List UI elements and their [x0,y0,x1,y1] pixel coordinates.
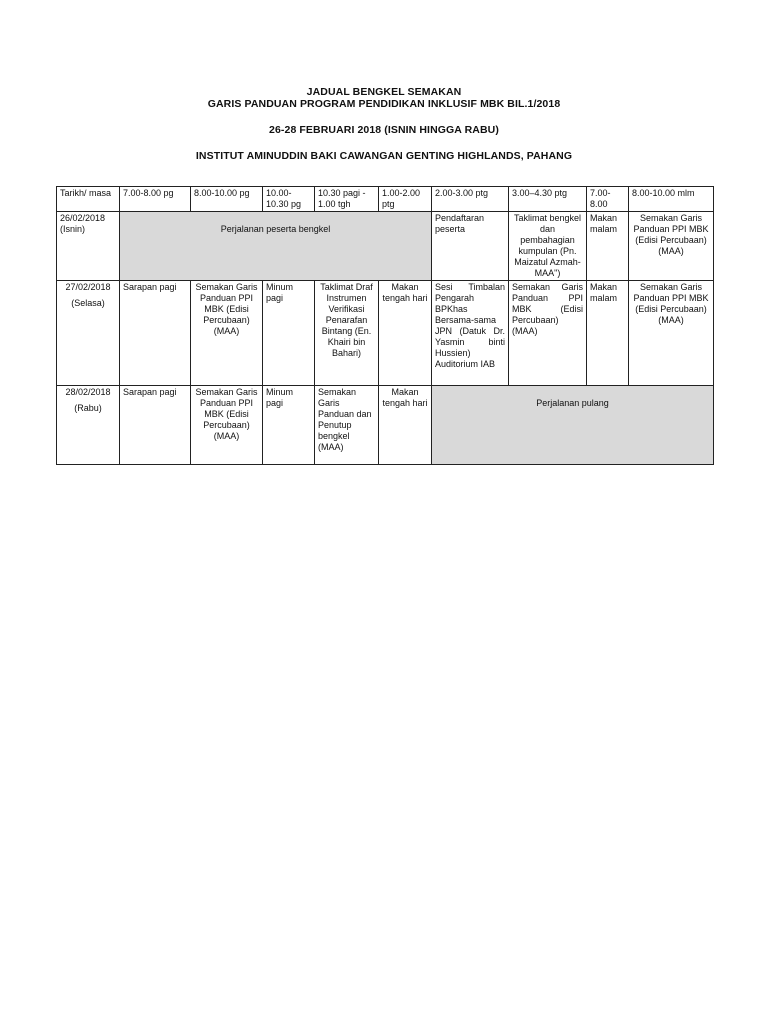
schedule-cell: Makan tengah hari [379,386,432,465]
venue-line: INSTITUT AMINUDDIN BAKI CAWANGAN GENTING HIGHLANDS, PAHANG [195,150,573,162]
title-line-2: GARIS PANDUAN PROGRAM PENDIDIKAN INKLUSIF MBK BIL.1/2018 [207,98,561,110]
header-cell: 10.00-10.30 pg [263,187,315,212]
date-text: 27/02/2018 [65,282,111,292]
date-text: 26/02/2018 [60,213,106,223]
header-cell: 1.00-2.00 ptg [379,187,432,212]
header-cell: Tarikh/ masa [57,187,120,212]
day-text: (Selasa) [71,298,105,308]
header-cell: 3.00–4.30 ptg [509,187,587,212]
schedule-cell: Taklimat Draf Instrumen Verifikasi Penarafan Bintang (En. Khairi bin Bahari) [315,281,379,386]
travel-text: Perjalanan peserta bengkel [220,224,331,234]
schedule-cell: Pendaftaran peserta [432,212,509,281]
date-cell [57,212,120,281]
schedule-cell: Sarapan pagi [120,386,191,465]
schedule-cell: Makan malam [587,212,629,281]
day-text: (Rabu) [74,403,102,413]
schedule-table [56,186,714,465]
schedule-cell: Minum pagi [263,281,315,386]
header-cell: 8.00-10.00 pg [191,187,263,212]
schedule-cell: Makan tengah hari [379,281,432,386]
schedule-cell: Sarapan pagi [120,281,191,386]
schedule-cell: Sesi Timbalan Pengarah BPKhas Bersama-sama JPN (Datuk Dr. Yasmin binti Hussien) Auditorium IAB [432,281,509,386]
schedule-cell: Semakan Garis Panduan PPI MBK (Edisi Percubaan) (MAA) [191,386,263,465]
table-row [57,386,714,465]
schedule-cell: Taklimat bengkel dan pembahagian kumpulan (Pn. Maizatul Azmah- MAA") [509,212,587,281]
header-cell: 7.00-8.00 [587,187,629,212]
day-text: (Isnin) [60,224,86,234]
header-cell: 7.00-8.00 pg [120,187,191,212]
date-cell [57,386,120,465]
travel-cell [120,212,432,281]
travel-cell [432,386,714,465]
header-cell: 8.00-10.00 mlm [629,187,714,212]
schedule-cell: Semakan Garis Panduan dan Penutup bengkel (MAA) [315,386,379,465]
date-text: 28/02/2018 [65,387,111,397]
header-row [57,187,714,212]
schedule-cell: Semakan Garis Panduan PPI MBK (Edisi Percubaan) (MAA) [191,281,263,386]
title-line-1: JADUAL BENGKEL SEMAKAN [306,86,462,98]
table-row [57,212,714,281]
schedule-cell: Semakan Garis Panduan PPI MBK (Edisi Percubaan) (MAA) [629,281,714,386]
travel-text: Perjalanan pulang [536,398,609,408]
date-cell [57,281,120,386]
schedule-cell: Makan malam [587,281,629,386]
table-row [57,281,714,386]
schedule-cell: Semakan Garis Panduan PPI MBK (Edisi Percubaan) (MAA) [629,212,714,281]
date-line: 26-28 FEBRUARI 2018 (ISNIN HINGGA RABU) [269,124,499,136]
header-cell: 2.00-3.00 ptg [432,187,509,212]
schedule-cell: Minum pagi [263,386,315,465]
header-cell: 10.30 pagi - 1.00 tgh [315,187,379,212]
schedule-cell: Semakan Garis Panduan PPI MBK (Edisi Percubaan) (MAA) [509,281,587,386]
